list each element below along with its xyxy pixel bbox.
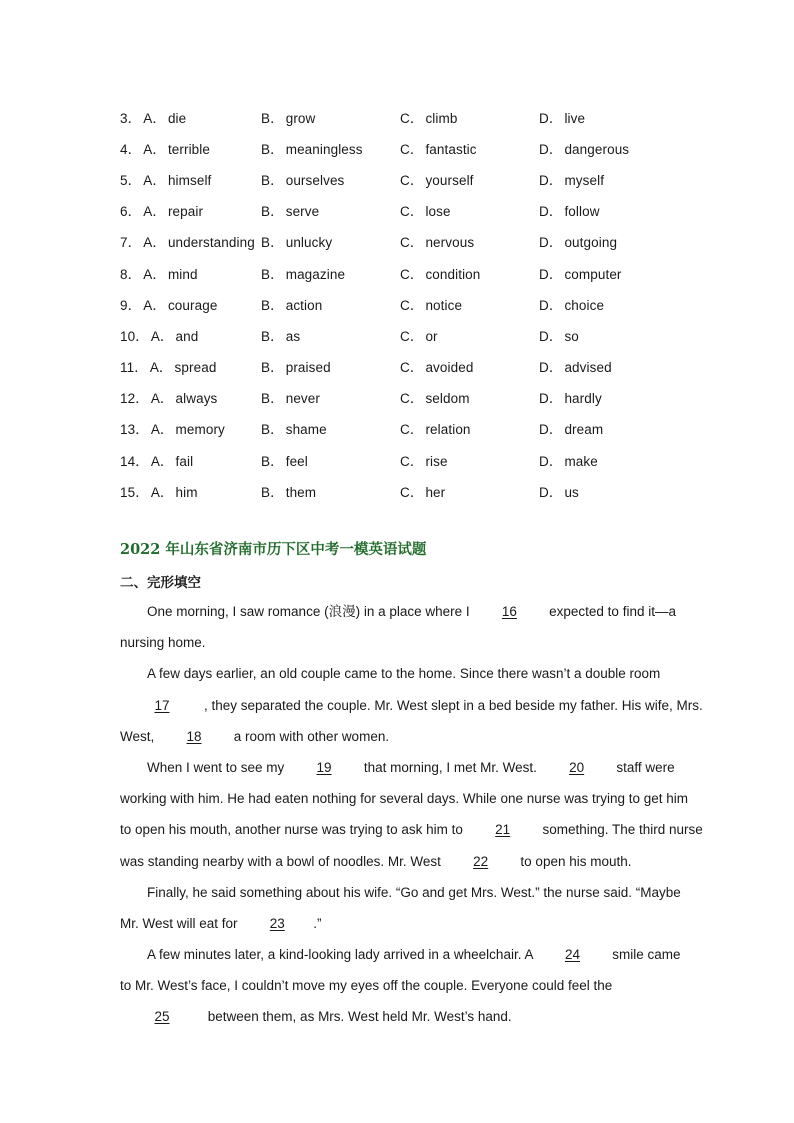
option-letter: D．: [539, 328, 563, 344]
option-letter: D．: [539, 204, 563, 220]
option-letter: A．: [143, 235, 166, 251]
option-b[interactable]: [259, 200, 398, 220]
question-number: 9．: [120, 297, 142, 313]
option-d[interactable]: [537, 481, 676, 501]
option-text: memory: [175, 422, 225, 438]
option-text: him: [175, 484, 198, 500]
option-letter: B．: [261, 391, 284, 407]
option-text: hardly: [564, 391, 602, 407]
option-d[interactable]: [537, 387, 676, 407]
passage-line: [120, 939, 681, 970]
passage-line: [120, 814, 703, 845]
option-text: dangerous: [564, 141, 630, 157]
option-letter: B．: [261, 172, 284, 188]
option-b[interactable]: [259, 356, 398, 376]
option-text: relation: [425, 422, 471, 438]
option-letter: D．: [539, 484, 563, 500]
question-options-row: [120, 351, 700, 382]
option-letter: D．: [539, 360, 563, 376]
question-number: 6．: [120, 204, 142, 220]
option-text: follow: [564, 204, 600, 220]
option-letter: B．: [261, 297, 284, 313]
option-b[interactable]: [259, 294, 398, 314]
passage-text: smile came: [608, 947, 681, 963]
passage-text: West,: [120, 728, 159, 744]
option-letter: A．: [149, 360, 173, 376]
passage-text: .”: [313, 915, 322, 931]
question-options-row: [120, 195, 700, 226]
option-text: her: [425, 484, 446, 500]
option-c[interactable]: [398, 481, 537, 501]
passage-line: [120, 721, 676, 752]
option-letter: D．: [539, 235, 563, 251]
option-d[interactable]: [537, 263, 676, 283]
option-c[interactable]: [398, 138, 537, 158]
passage-text: between them, as Mrs. West held Mr. West’s hand.: [204, 1009, 512, 1025]
passage-text: Finally, he said something about his wife. “Go and get Mrs. West.” the nurse said. “Maybe: [147, 884, 681, 900]
option-text: spread: [174, 360, 217, 376]
option-letter: A．: [143, 297, 166, 313]
option-b[interactable]: [259, 418, 398, 438]
option-letter: A．: [143, 172, 166, 188]
option-letter: B．: [261, 235, 284, 251]
option-d[interactable]: [537, 418, 676, 438]
option-text: us: [564, 484, 579, 500]
blank-22[interactable]: 22: [473, 853, 489, 869]
option-letter: D．: [539, 422, 563, 438]
question-options-row: [120, 382, 700, 413]
question-options-row: [120, 288, 700, 319]
option-letter: A．: [150, 328, 174, 344]
passage-text: that morning, I met Mr. West.: [360, 759, 541, 775]
passage-text: A few days earlier, an old couple came to the home. Since there wasn’t a double room: [147, 666, 661, 682]
blank-25[interactable]: 25: [154, 1009, 170, 1025]
option-c[interactable]: [398, 325, 537, 345]
option-a[interactable]: [120, 138, 259, 158]
passage-text: One morning, I saw romance (浪漫) in a place where I: [147, 604, 474, 619]
cloze-passage: [120, 596, 703, 1033]
option-text: as: [285, 328, 301, 344]
passage-line: [120, 627, 676, 658]
option-d[interactable]: [537, 356, 676, 376]
question-number: 10．: [120, 328, 149, 344]
question-number: 14．: [120, 453, 149, 469]
option-letter: B．: [261, 141, 284, 157]
option-letter: C．: [400, 422, 424, 438]
option-text: magazine: [285, 266, 346, 282]
option-letter: C．: [400, 141, 424, 157]
option-text: make: [564, 453, 598, 469]
blank-17[interactable]: 17: [154, 697, 170, 713]
option-letter: B．: [261, 453, 284, 469]
question-options-row: [120, 475, 700, 506]
blank-20[interactable]: 20: [569, 759, 585, 775]
passage-text: , they separated the couple. Mr. West slept in a bed beside my father. His wife, Mrs.: [204, 697, 703, 713]
question-options-row: [120, 163, 700, 194]
question-options-row: [120, 319, 700, 350]
passage-text: Mr. West will eat for: [120, 915, 242, 931]
question-number: 13．: [120, 422, 149, 438]
passage-text: to open his mouth, another nurse was trying to ask him to: [120, 822, 467, 838]
passage-line: [120, 690, 703, 721]
option-text: die: [167, 110, 187, 126]
option-text: serve: [285, 204, 320, 220]
passage-text: something. The third nurse: [538, 822, 703, 838]
option-text: seldom: [425, 391, 470, 407]
option-c[interactable]: [398, 356, 537, 376]
option-letter: D．: [539, 297, 563, 313]
question-options-row: [120, 101, 700, 132]
option-text: computer: [564, 266, 622, 282]
option-a[interactable]: [120, 231, 259, 251]
option-text: grow: [285, 110, 316, 126]
blank-18[interactable]: 18: [186, 728, 202, 744]
option-text: shame: [285, 422, 327, 438]
option-d[interactable]: [537, 138, 676, 158]
option-letter: A．: [143, 266, 166, 282]
option-letter: D．: [539, 110, 563, 126]
option-text: and: [175, 328, 199, 344]
option-c[interactable]: [398, 200, 537, 220]
option-letter: B．: [261, 266, 284, 282]
option-letter: C．: [400, 297, 424, 313]
option-a[interactable]: [120, 325, 259, 345]
passage-text: expected to find it—a: [545, 604, 676, 619]
option-b[interactable]: [259, 450, 398, 470]
option-letter: D．: [539, 266, 563, 282]
passage-line: [120, 877, 681, 908]
option-a[interactable]: [120, 356, 259, 376]
option-letter: C．: [400, 266, 424, 282]
option-text: yourself: [425, 172, 474, 188]
option-text: outgoing: [564, 235, 618, 251]
option-text: dream: [564, 422, 604, 438]
question-options-row: [120, 226, 700, 257]
option-b[interactable]: [259, 325, 398, 345]
option-d[interactable]: [537, 450, 676, 470]
passage-line: [120, 846, 676, 877]
passage-text: working with him. He had eaten nothing for several days. While one nurse was trying to get him: [120, 791, 689, 807]
option-a[interactable]: [120, 294, 259, 314]
option-text: rise: [425, 453, 448, 469]
passage-line: [120, 783, 689, 814]
option-text: fantastic: [425, 141, 477, 157]
option-letter: C．: [400, 453, 424, 469]
passage-line: [120, 596, 676, 627]
option-d[interactable]: [537, 169, 676, 189]
option-letter: A．: [150, 422, 174, 438]
option-d[interactable]: [537, 231, 676, 251]
option-text: or: [425, 328, 438, 344]
option-text: himself: [167, 172, 212, 188]
option-letter: B．: [261, 484, 284, 500]
option-letter: C．: [400, 235, 424, 251]
option-text: action: [285, 297, 323, 313]
option-letter: C．: [400, 328, 424, 344]
question-number: 11．: [120, 360, 148, 376]
passage-text: nursing home.: [120, 635, 206, 651]
option-text: live: [564, 110, 586, 126]
option-letter: B．: [261, 422, 284, 438]
option-b[interactable]: [259, 231, 398, 251]
option-a[interactable]: [120, 481, 259, 501]
option-letter: C．: [400, 484, 424, 500]
option-letter: B．: [261, 328, 284, 344]
option-letter: C．: [400, 204, 424, 220]
option-text: repair: [167, 204, 204, 220]
passage-line: [120, 1001, 676, 1032]
option-b[interactable]: [259, 138, 398, 158]
section-heading: 二、完形填空: [120, 575, 201, 591]
option-text: ourselves: [285, 172, 345, 188]
option-letter: C．: [400, 172, 424, 188]
option-text: always: [175, 391, 218, 407]
option-a[interactable]: [120, 387, 259, 407]
option-d[interactable]: [537, 325, 676, 345]
passage-text: staff were: [612, 759, 675, 775]
question-options-row: [120, 413, 700, 444]
passage-text: When I went to see my: [147, 759, 289, 775]
option-text: advised: [564, 360, 612, 376]
option-a[interactable]: [120, 418, 259, 438]
blank-19[interactable]: 19: [316, 759, 332, 775]
option-text: never: [285, 391, 320, 407]
option-text: lose: [425, 204, 451, 220]
question-number: 15．: [120, 484, 149, 500]
passage-text: was standing nearby with a bowl of noodles. Mr. West: [120, 853, 445, 869]
blank-23[interactable]: 23: [269, 915, 285, 931]
option-text: condition: [425, 266, 481, 282]
option-text: mind: [167, 266, 198, 282]
question-number: 12．: [120, 391, 149, 407]
option-text: courage: [167, 297, 218, 313]
question-number: 4．: [120, 141, 142, 157]
option-c[interactable]: [398, 169, 537, 189]
option-c[interactable]: [398, 294, 537, 314]
blank-16[interactable]: 16: [501, 604, 517, 619]
option-text: feel: [285, 453, 308, 469]
passage-text: A few minutes later, a kind-looking lady arrived in a wheelchair. A: [147, 947, 537, 963]
option-letter: C．: [400, 391, 424, 407]
option-b[interactable]: [259, 263, 398, 283]
option-letter: A．: [150, 453, 174, 469]
option-letter: B．: [261, 360, 284, 376]
passage-line: [120, 908, 676, 939]
question-options-row: [120, 444, 700, 475]
option-d[interactable]: [537, 107, 676, 127]
option-text: climb: [425, 110, 458, 126]
option-a[interactable]: [120, 200, 259, 220]
option-a[interactable]: [120, 169, 259, 189]
option-c[interactable]: [398, 107, 537, 127]
option-letter: D．: [539, 453, 563, 469]
exam-title: 2022 年山东省济南市历下区中考一模英语试题: [120, 541, 427, 558]
option-letter: A．: [143, 204, 166, 220]
option-text: unlucky: [285, 235, 333, 251]
option-letter: A．: [143, 110, 166, 126]
option-text: so: [564, 328, 579, 344]
option-a[interactable]: [120, 107, 259, 127]
option-b[interactable]: [259, 481, 398, 501]
passage-text: to open his mouth.: [516, 853, 632, 869]
passage-line: [120, 970, 676, 1001]
option-c[interactable]: [398, 450, 537, 470]
option-a[interactable]: [120, 450, 259, 470]
passage-text: to Mr. West’s face, I couldn’t move my eyes off the couple. Everyone could feel the: [120, 978, 613, 994]
option-c[interactable]: [398, 263, 537, 283]
question-options-row: [120, 257, 700, 288]
option-letter: A．: [143, 141, 166, 157]
passage-line: [120, 752, 676, 783]
option-text: understanding: [167, 235, 255, 251]
option-c[interactable]: [398, 418, 537, 438]
option-b[interactable]: [259, 107, 398, 127]
option-letter: D．: [539, 391, 563, 407]
option-text: fail: [175, 453, 194, 469]
passage-text: a room with other women.: [230, 728, 390, 744]
option-b[interactable]: [259, 387, 398, 407]
option-text: avoided: [425, 360, 474, 376]
option-text: choice: [564, 297, 605, 313]
option-letter: C．: [400, 110, 424, 126]
answer-options-list: [120, 101, 700, 506]
blank-21[interactable]: 21: [495, 822, 511, 838]
option-letter: B．: [261, 204, 284, 220]
option-letter: A．: [150, 484, 174, 500]
question-number: 7．: [120, 235, 142, 251]
option-letter: B．: [261, 110, 284, 126]
question-options-row: [120, 132, 700, 163]
option-letter: A．: [150, 391, 174, 407]
option-text: notice: [425, 297, 463, 313]
option-text: meaningless: [285, 141, 363, 157]
option-text: myself: [564, 172, 605, 188]
question-number: 3．: [120, 110, 142, 126]
question-number: 8．: [120, 266, 142, 282]
option-text: terrible: [167, 141, 211, 157]
question-number: 5．: [120, 172, 142, 188]
option-text: praised: [285, 360, 331, 376]
option-letter: C．: [400, 360, 424, 376]
passage-line: [120, 658, 676, 689]
option-d[interactable]: [537, 294, 676, 314]
blank-24[interactable]: 24: [564, 947, 580, 963]
option-d[interactable]: [537, 200, 676, 220]
option-c[interactable]: [398, 387, 537, 407]
option-b[interactable]: [259, 169, 398, 189]
option-letter: D．: [539, 141, 563, 157]
option-a[interactable]: [120, 263, 259, 283]
option-text: them: [285, 484, 317, 500]
option-letter: D．: [539, 172, 563, 188]
option-c[interactable]: [398, 231, 537, 251]
option-text: nervous: [425, 235, 475, 251]
